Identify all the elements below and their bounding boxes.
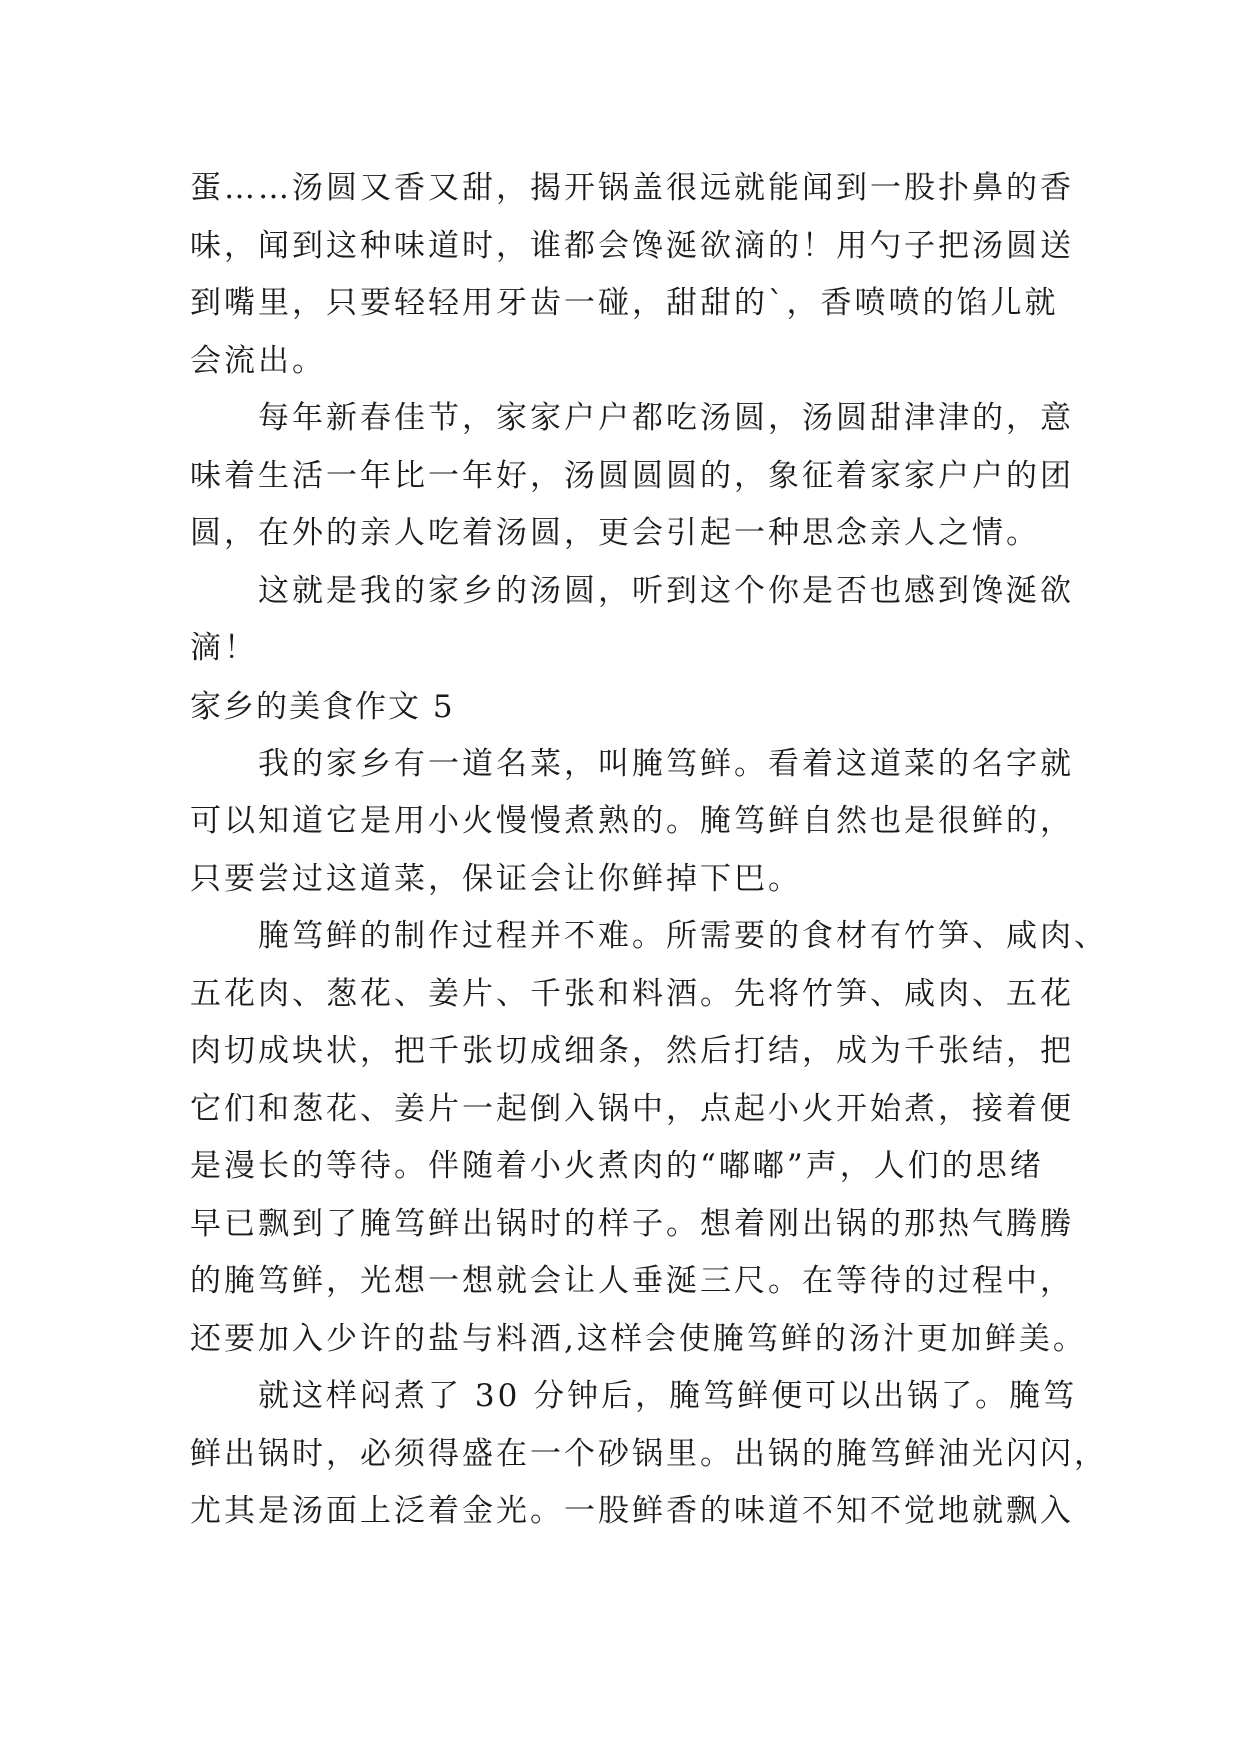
paragraph-continuation [190,160,1074,390]
text-line: 蛋……汤圆又香又甜，揭开锅盖很远就能闻到一股扑鼻的香 [190,170,1074,206]
text-line: 的腌笃鲜，光想一想就会让人垂涎三尺。在等待的过程中， [190,1263,1074,1299]
text-line: 就这样闷煮了 30 分钟后，腌笃鲜便可以出锅了。腌笃 [190,1378,1078,1414]
text-line: 可以知道它是用小火慢慢煮熟的。腌笃鲜自然也是很鲜的， [190,803,1074,839]
text-line: 早已飘到了腌笃鲜出锅时的样子。想着刚出锅的那热气腾腾 [190,1205,1074,1242]
text-line: 腌笃鲜的制作过程并不难。所需要的食材有竹笋、咸肉、 [190,918,1108,954]
paragraph [190,563,1074,678]
text-line: 会流出。 [190,342,326,379]
text-line: 是漫长的等待。伴随着小火煮肉的“嘟嘟”声，人们的思绪 [190,1148,1044,1184]
text-line: 这就是我的家乡的汤圆，听到这个你是否也感到馋涎欲 [190,572,1074,609]
heading-text: 家乡的美食作文 5 [190,688,455,725]
paragraph [190,908,1108,1368]
text-line: 肉切成块状，把千张切成细条，然后打结，成为千张结，把 [190,1033,1074,1069]
text-line: 还要加入少许的盐与料酒,这样会使腌笃鲜的汤汁更加鲜美。 [190,1320,1087,1357]
text-line: 我的家乡有一道名菜，叫腌笃鲜。看着这道菜的名字就 [190,745,1074,782]
section-heading [190,678,1050,736]
text-line: 尤其是汤面上泛着金光。一股鲜香的味道不知不觉地就飘入 [190,1493,1074,1529]
text-line: 滴！ [190,630,258,666]
paragraph [190,1368,1108,1541]
text-line: 五花肉、葱花、姜片、千张和料酒。先将竹笋、咸肉、五花 [190,975,1074,1012]
text-line: 圆，在外的亲人吃着汤圆，更会引起一种思念亲人之情。 [190,515,1040,551]
text-column [190,160,1108,1541]
paragraph [190,390,1074,563]
paragraph [190,736,1074,909]
text-line: 味，闻到这种味道时，谁都会馋涎欲滴的！用勺子把汤圆送 [190,227,1074,264]
text-line: 味着生活一年比一年好，汤圆圆圆的，象征着家家户户的团 [190,457,1074,494]
text-line: 鲜出锅时，必须得盛在一个砂锅里。出锅的腌笃鲜油光闪闪， [190,1435,1108,1472]
text-line: 每年新春佳节，家家户户都吃汤圆，汤圆甜津津的，意 [190,400,1074,436]
text-line: 到嘴里，只要轻轻用牙齿一碰，甜甜的`，香喷喷的馅儿就 [190,285,1059,321]
text-line: 它们和葱花、姜片一起倒入锅中，点起小火开始煮，接着便 [190,1090,1074,1127]
text-line: 只要尝过这道菜，保证会让你鲜掉下巴。 [190,860,802,897]
